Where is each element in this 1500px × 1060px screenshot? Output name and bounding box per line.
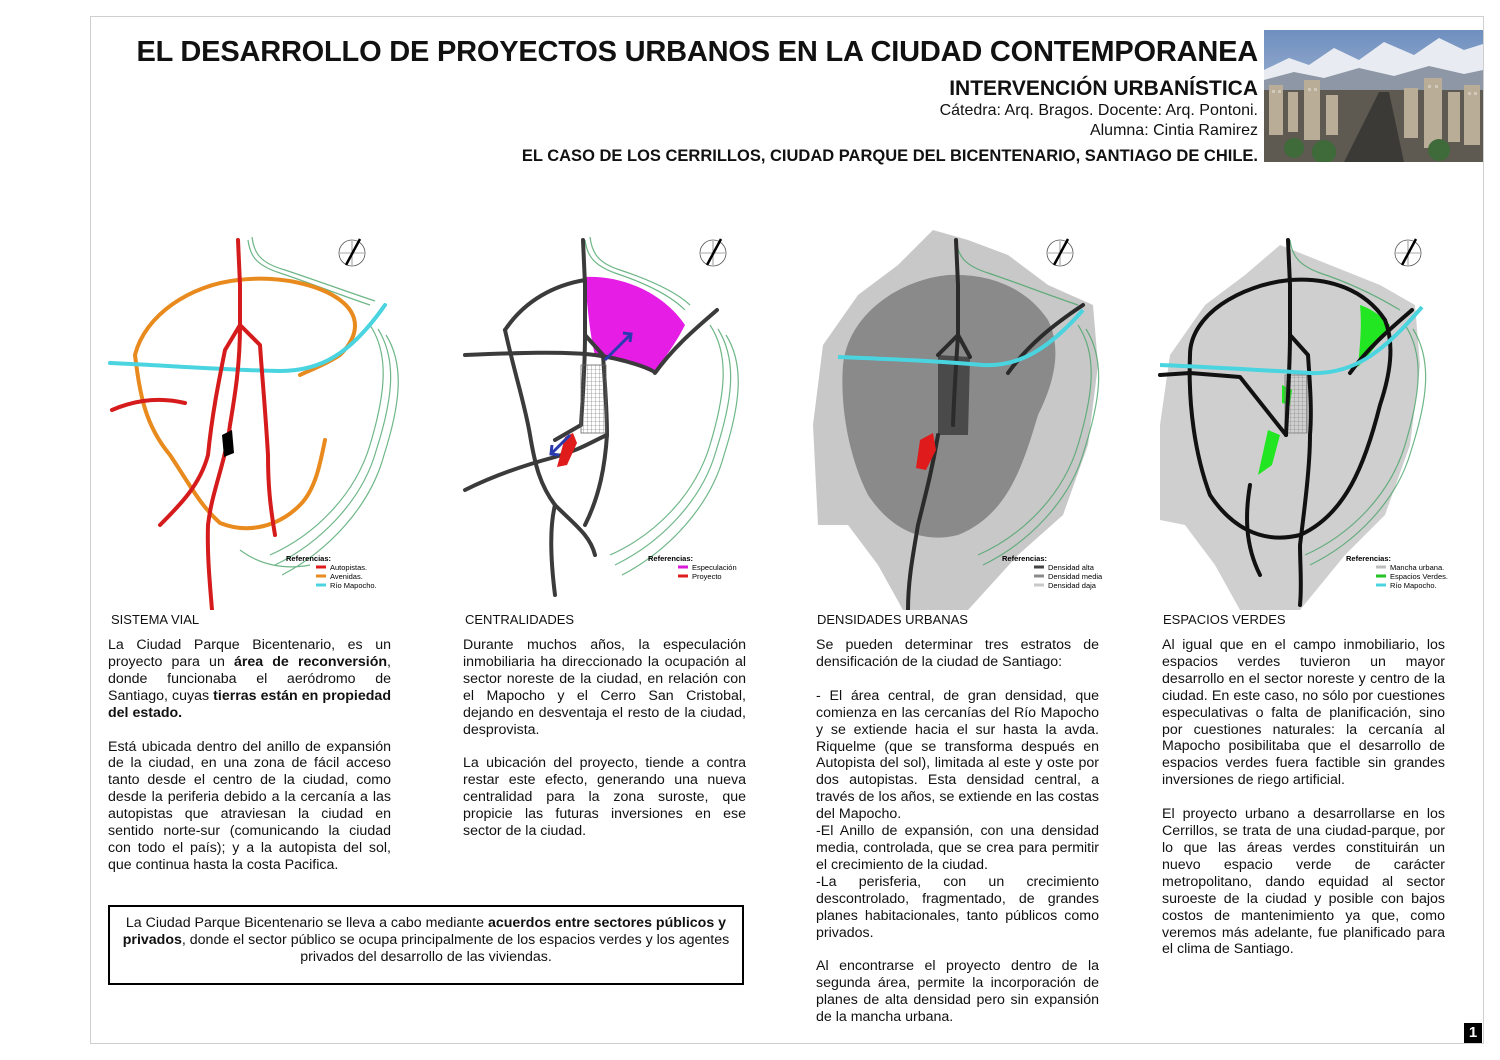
legend-item [1376,563,1444,572]
paragraph: Está ubicada dentro del anillo de expansión de la ciudad, en una zona de fácil acceso tanto desde el centro de la ciudad, como desde la periferia debido a la cercanía a las autopistas que atraviesan la ciudad en sentido norte-sur (comunicando la ciudad con todo el país); y a la autopista del sol, que continua hasta la costa Pacifica. [108,738,391,873]
text-column-sistema-vial [108,637,391,891]
text-column-densidades [816,637,1099,1043]
svg-text:Densidad daja: Densidad daja [1048,581,1096,590]
paragraph: Durante muchos años, la especulación inmobiliaria ha direccionado la ocupación al sector noreste de la ciudad, en relación con el Mapocho y el Cerro San Cristobal, dejando en desventaja el resto de la ciudad, desprovista. [463,637,746,738]
catedra-line: Cátedra: Arq. Bragos. Docente: Arq. Pontoni. [939,102,1258,119]
paragraph: La ubicación del proyecto, tiende a contra restar este efecto, generando una nueva centralidad para la zona suroste, que propicie las futuras inversiones en ese sector de la ciudad. [463,755,746,840]
paragraph: Se pueden determinar tres estratos de densificación de la ciudad de Santiago: [816,637,1099,670]
panel-title-espacios-verdes: ESPACIOS VERDES [1163,612,1286,627]
legend-item [1034,581,1097,590]
paragraph: Al encontrarse el proyecto dentro de la segunda área, permite la incorporación de planes de alta densidad pero sin expansión de la mancha urbana. [816,958,1099,1026]
page-title: EL DESARROLLO DE PROYECTOS URBANOS EN LA CIUDAD CONTEMPORANEA [136,36,1258,68]
legend-item [316,581,377,590]
map-centralidades [455,225,815,610]
legend-item [1376,572,1448,581]
legend-item [316,563,367,572]
legend-title: Referencias: [648,554,694,563]
page-number: 1 [1464,1023,1482,1043]
compass-icon [1395,239,1421,266]
panel-title-sistema-vial: SISTEMA VIAL [111,612,200,627]
map-sistema-vial [100,225,460,610]
compass-icon [700,239,726,266]
svg-text:Avenidas.: Avenidas. [330,572,363,581]
compass-icon [1047,239,1073,266]
map-espacios-verdes [1150,225,1500,610]
svg-text:Río Mapocho.: Río Mapocho. [1390,581,1437,590]
case-title: EL CASO DE LOS CERRILLOS, CIUDAD PARQUE DEL BICENTENARIO, SANTIAGO DE CHILE. [521,147,1258,165]
svg-text:Densidad alta: Densidad alta [1048,563,1094,572]
paragraph: -La perisferia, con un crecimiento descontrolado, fragmentado, de grandes planes habitacionales, tanto públicos como privados. [816,873,1099,941]
legend-item [678,563,737,572]
text-column-espacios-verdes [1162,637,1445,975]
paragraph: Al igual que en el campo inmobiliario, los espacios verdes tuvieron un mayor desarrollo en el sector noreste y centro de la ciudad. En este caso, no sólo por cuestiones especulativas o falta de planificación, sino por cuestiones naturales: la cercanía al Mapocho posibilitaba que el desarrollo de espacios verdes fuera factible sin grandes inversiones de riego artificial. [1162,637,1445,789]
legend-item [1034,563,1095,572]
alumna-line: Alumna: Cintia Ramirez [1089,122,1258,139]
legend-title: Referencias: [1002,554,1048,563]
panel-title-densidades: DENSIDADES URBANAS [817,612,968,627]
panel-title-centralidades: CENTRALIDADES [465,612,575,627]
map-densidades-urbanas [808,225,1168,610]
legend-title: Referencias: [286,554,332,563]
legend-title: Referencias: [1346,554,1392,563]
paragraph: La Ciudad Parque Bicentenario, es un proyecto para un área de reconversión, donde funcionaba el aeródromo de Santiago, cuyas tierras están en propiedad del estado. [108,637,391,721]
svg-text:Proyecto: Proyecto [692,572,722,581]
paragraph: -El Anillo de expansión, con una densidad media, controlada, que se crea para permitir el crecimiento de la ciudad. [816,823,1099,873]
summary-box: La Ciudad Parque Bicentenario se lleva a cabo mediante acuerdos entre sectores públicos y privados, donde el sector público se ocupa principalmente de los espacios verdes y los agentes privados del desarrollo de las viviendas. [108,905,744,985]
svg-text:Densidad media: Densidad media [1048,572,1103,581]
legend-item [1034,572,1103,581]
santiago-skyline-photo [1264,30,1483,162]
svg-text:Mancha urbana.: Mancha urbana. [1390,563,1445,572]
paragraph: - El área central, de gran densidad, que comienza en las cercanías del Río Mapocho y se extiende hacia el sur hasta la avda. Riquelme (que se transforma después en Autopista del sol), limitada al este y oste por dos autopistas. Esta densidad central, a través de los años, se extiende en las costas del Mapocho. [816,687,1099,823]
legend-item [316,572,363,581]
svg-text:Río Mapocho.: Río Mapocho. [330,581,377,590]
page-subtitle: INTERVENCIÓN URBANÍSTICA [949,77,1258,100]
svg-text:Especulación: Especulación [692,563,737,572]
svg-text:Espacios Verdes.: Espacios Verdes. [1390,572,1448,581]
legend-item [1376,581,1437,590]
svg-text:Autopistas.: Autopistas. [330,563,368,572]
paragraph: El proyecto urbano a desarrollarse en los Cerrillos, se trata de una ciudad-parque, por lo que las áreas verdes constituirán un nuevo espacio verde de carácter metropolitano, dando equidad al sector suroeste de la ciudad y posible con bajos costos de mantenimiento ya que, como veremos más adelante, fue planificado para el clima de Santiago. [1162,806,1445,958]
text-column-centralidades [463,637,746,857]
legend-item [678,572,722,581]
compass-icon [339,239,365,266]
